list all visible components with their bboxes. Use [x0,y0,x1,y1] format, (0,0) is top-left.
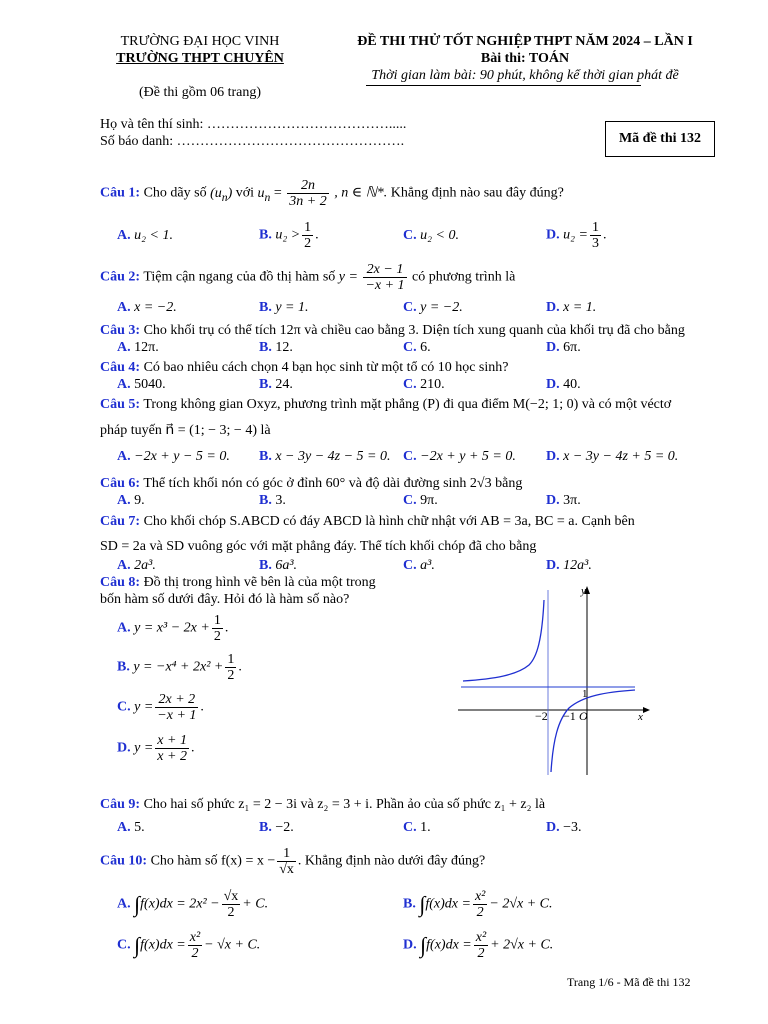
question-9: Câu 9: Cho hai số phức z₁ = 2 − 3i và z₂ = 3 + i. Phần ảo của số phức z₁ + z₂ là [100,797,546,812]
q1-option-b[interactable]: B. u₂ > $\frac{1}{2}$ . [259,220,319,251]
q6-option-a[interactable]: A. 9. [117,493,145,508]
question-7-line2: SD = 2a và SD vuông góc với mặt phẳng đáy. Thể tích khối chóp đã cho bằng [100,539,537,554]
q5-option-b[interactable]: B. x − 3y − 4z − 5 = 0. [259,449,391,464]
q3-option-a[interactable]: A. 12π. [117,340,159,355]
x-axis-arrow [643,707,650,713]
q7-option-b[interactable]: B. 6a³. [259,558,298,573]
q4-option-a[interactable]: A. 5040. [117,377,166,392]
tick-label-minus-1: −1 [563,709,576,723]
time-note: Thời gian làm bài: 90 phút, không kể thời gian phát đề [371,68,679,83]
tick-label-1: 1 [582,688,588,700]
question-5: Câu 5: Trong không gian Oxyz, phương trình mặt phẳng (P) đi qua điểm M(−2; 1; 0) và có một véctơ [100,397,672,412]
q3-option-d[interactable]: D. 6π. [546,340,581,355]
question-10: Câu 10: Cho hàm số f(x) = x − $\frac{1}{√x}$ . Khẳng định nào dưới đây đúng? [100,846,486,877]
q10-option-c[interactable]: C. ∫f(x)dx = $\frac{\text{x²}}{2}$ − √x + C. [117,930,261,961]
q6-option-c[interactable]: C. 9π. [403,493,438,508]
q8-option-d[interactable]: D. y = $\frac{x + 1}{x + 2}$ . [117,733,195,764]
q8-option-a[interactable]: A. y = x³ − 2x + $\frac{1}{2}$ . [117,613,229,644]
q3-option-b[interactable]: B. 12. [259,340,293,355]
q6-option-d[interactable]: D. 3π. [546,493,581,508]
candidate-name-line: Họ và tên thí sinh: …………………………………..... [100,117,407,132]
question-label: Câu 8: [100,575,141,590]
q2-option-a[interactable]: A. x = −2. [117,300,177,315]
q4-option-b[interactable]: B. 24. [259,377,293,392]
question-5-line2: pháp tuyến n⃗ = (1; − 3; − 4) là [100,423,271,438]
function-graph [455,580,655,780]
q7-option-c[interactable]: C. a³. [403,558,435,573]
q8-option-c[interactable]: C. y = $\frac{2x + 2}{-x + 1}$ . [117,692,204,723]
question-label: Câu 4: [100,360,141,375]
question-4: Câu 4: Có bao nhiêu cách chọn 4 bạn học sinh từ một tổ có 10 học sinh? [100,360,509,375]
question-6: Câu 6: Thể tích khối nón có góc ở đỉnh 60° và độ dài đường sinh 2√3 bằng [100,476,523,491]
q5-option-a[interactable]: A. −2x + y − 5 = 0. [117,449,230,464]
q5-option-c[interactable]: C. −2x + y + 5 = 0. [403,449,516,464]
q1-option-a[interactable]: A. u₂ < 1. [117,228,173,243]
question-label: Câu 7: [100,514,141,529]
university-name: TRƯỜNG ĐẠI HỌC VINH [120,34,280,49]
school-name: TRƯỜNG THPT CHUYÊN [116,51,284,66]
pages-note: (Đề thi gồm 06 trang) [138,85,262,100]
left-branch [463,600,544,681]
y-axis-label: y [581,585,586,597]
question-label: Câu 2: [100,269,141,285]
q4-option-d[interactable]: D. 40. [546,377,581,392]
question-label: Câu 1: [100,185,141,201]
exam-code-box: Mã đề thi 132 [605,121,715,157]
q1-option-d[interactable]: D. u₂ = $\frac{1}{3}$ . [546,220,607,251]
q7-option-a[interactable]: A. 2a³. [117,558,156,573]
q10-option-a[interactable]: A. ∫f(x)dx = 2x² − $\frac{√x}{2}$ + C. [117,889,269,920]
question-8: Câu 8: Đồ thị trong hình vẽ bên là của một trong [100,575,376,590]
q8-option-b[interactable]: B. y = −x⁴ + 2x² + $\frac{1}{2}$ . [117,652,242,683]
q2-option-d[interactable]: D. x = 1. [546,300,597,315]
q9-option-a[interactable]: A. 5. [117,820,145,835]
x-axis-label: x [638,711,643,723]
header-underline [366,85,641,86]
exam-title: ĐỀ THI THỬ TỐT NGHIỆP THPT NĂM 2024 – LẦN I [357,34,693,49]
q3-option-c[interactable]: C. 6. [403,340,431,355]
q4-option-c[interactable]: C. 210. [403,377,445,392]
q9-option-b[interactable]: B. −2. [259,820,294,835]
candidate-id-line: Số báo danh: …………………………………………. [100,134,405,149]
question-label: Câu 5: [100,397,141,412]
question-label: Câu 6: [100,476,141,491]
subject: Bài thi: TOÁN [480,51,570,66]
q2-option-c[interactable]: C. y = −2. [403,300,463,315]
q9-option-d[interactable]: D. −3. [546,820,582,835]
question-label: Câu 10: [100,853,148,869]
question-label: Câu 9: [100,797,141,812]
question-2: Câu 2: Tiệm cận ngang của đồ thị hàm số y = $\frac{2x - 1}{-x + 1}$ có phương trình là [100,262,516,293]
q10-option-d[interactable]: D. ∫f(x)dx = $\frac{\text{x²}}{2}$ + 2√x + C. [403,930,554,961]
question-7: Câu 7: Cho khối chóp S.ABCD có đáy ABCD là hình chữ nhật với AB = 3a, BC = a. Cạnh bên [100,514,635,529]
q5-option-d[interactable]: D. x − 3y − 4z + 5 = 0. [546,449,679,464]
q7-option-d[interactable]: D. 12a³. [546,558,592,573]
tick-label-minus-2: −2 [535,709,548,723]
q1-option-c[interactable]: C. u₂ < 0. [403,228,459,243]
q2-option-b[interactable]: B. y = 1. [259,300,309,315]
question-8-line2: bốn hàm số dưới đây. Hỏi đó là hàm số nào? [100,592,350,607]
q9-option-c[interactable]: C. 1. [403,820,431,835]
right-branch [551,690,635,772]
question-label: Câu 3: [100,323,141,338]
q6-option-b[interactable]: B. 3. [259,493,286,508]
origin-label: O [579,709,588,723]
question-3: Câu 3: Cho khối trụ có thể tích 12π và chiều cao bằng 3. Diện tích xung quanh của khối trụ đã cho bằng [100,323,685,338]
question-1: Câu 1: Cho dãy số $(u_n)$ với $u_n$ = $\frac{2n}{3n + 2}$ , n ∈ ℕ*. Khẳng định nào sau đây đúng? [100,178,564,209]
q10-option-b[interactable]: B. ∫f(x)dx = $\frac{\text{x²}}{2}$ − 2√x + C. [403,889,553,920]
page-footer: Trang 1/6 - Mã đề thi 132 [567,975,691,989]
